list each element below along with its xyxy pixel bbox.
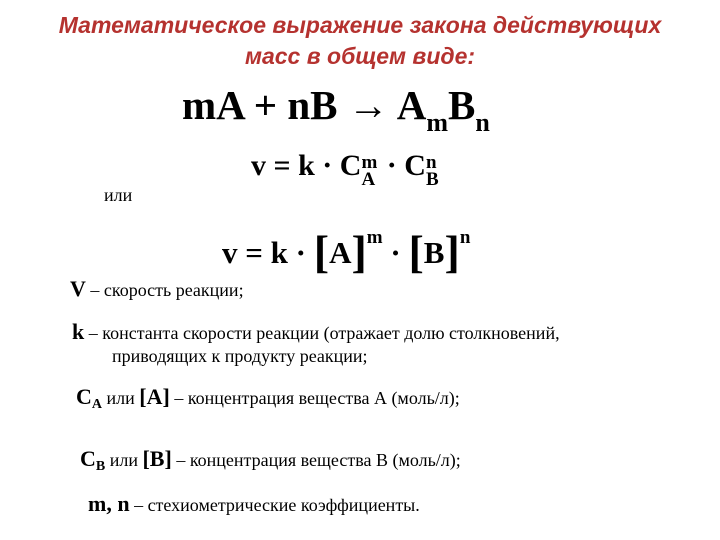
rate-equation-brackets bbox=[222, 214, 470, 277]
rate-dot-c: · C bbox=[379, 149, 426, 182]
definition-mn-text: – стехиометрические коэффициенты. bbox=[129, 495, 420, 515]
symbol-bracket-b: [B] bbox=[142, 446, 172, 471]
definition-k bbox=[72, 321, 560, 344]
slide-title bbox=[0, 10, 720, 72]
product-a: A bbox=[396, 82, 427, 128]
bracket-open-b: [ bbox=[408, 226, 424, 277]
symbol-ca-subscript: A bbox=[91, 397, 103, 412]
product-n: n bbox=[475, 108, 490, 137]
reaction-arrow: → bbox=[347, 82, 389, 128]
rate-prefix-2: v = k · bbox=[222, 235, 314, 270]
bracket-a: A bbox=[329, 235, 352, 270]
bracket-exponent-n: n bbox=[459, 227, 471, 248]
bracket-b: B bbox=[423, 235, 445, 270]
rate-dot-2: · bbox=[382, 235, 409, 270]
definition-cb bbox=[80, 448, 461, 478]
ca-subscript: A bbox=[361, 169, 376, 190]
ca-supsub bbox=[361, 154, 377, 188]
definition-k-continued: приводящих к продукту реакции; bbox=[112, 346, 368, 366]
definition-k-text: – константа скорости реакции (отражает долю столкновений, bbox=[84, 323, 560, 343]
definition-ca-text: – концентрация вещества А (моль/л); bbox=[169, 388, 460, 408]
symbol-cb-subscript: B bbox=[95, 459, 106, 474]
definition-cb-or: или bbox=[105, 450, 143, 470]
reaction-equation bbox=[182, 82, 490, 146]
symbol-mn: m, n bbox=[88, 491, 130, 516]
ca-exponent: m bbox=[361, 152, 378, 173]
bracket-exponent-m: m bbox=[366, 227, 383, 248]
rate-prefix: v = k · C bbox=[251, 149, 362, 182]
bracket-close-a: ] bbox=[351, 226, 367, 277]
symbol-ca: C bbox=[76, 384, 92, 409]
definition-mn bbox=[88, 493, 420, 516]
definition-v bbox=[70, 278, 244, 301]
rate-equation-concentration bbox=[251, 146, 441, 188]
symbol-k: k bbox=[72, 319, 85, 344]
cb-exponent: n bbox=[425, 152, 437, 173]
title-line-2: масс в общем виде: bbox=[244, 43, 476, 69]
symbol-cb: C bbox=[80, 446, 96, 471]
product-b: B bbox=[448, 82, 476, 128]
bracket-open-a: [ bbox=[313, 226, 330, 277]
definition-cb-text: – концентрация вещества В (моль/л); bbox=[171, 450, 461, 470]
title-line-1: Математическое выражение закона действующих bbox=[58, 12, 662, 38]
cb-supsub bbox=[426, 154, 439, 188]
product-m: m bbox=[426, 108, 449, 137]
definition-v-text: – скорость реакции; bbox=[85, 280, 244, 300]
symbol-bracket-a: [A] bbox=[139, 384, 170, 409]
bracket-close-b: ] bbox=[444, 226, 460, 277]
definition-ca-or: или bbox=[102, 388, 140, 408]
or-word: или bbox=[104, 185, 133, 205]
definition-ca bbox=[76, 386, 460, 416]
symbol-v: V bbox=[70, 276, 86, 301]
cb-subscript: B bbox=[425, 169, 439, 190]
reaction-lhs: mA + nB bbox=[182, 82, 338, 128]
